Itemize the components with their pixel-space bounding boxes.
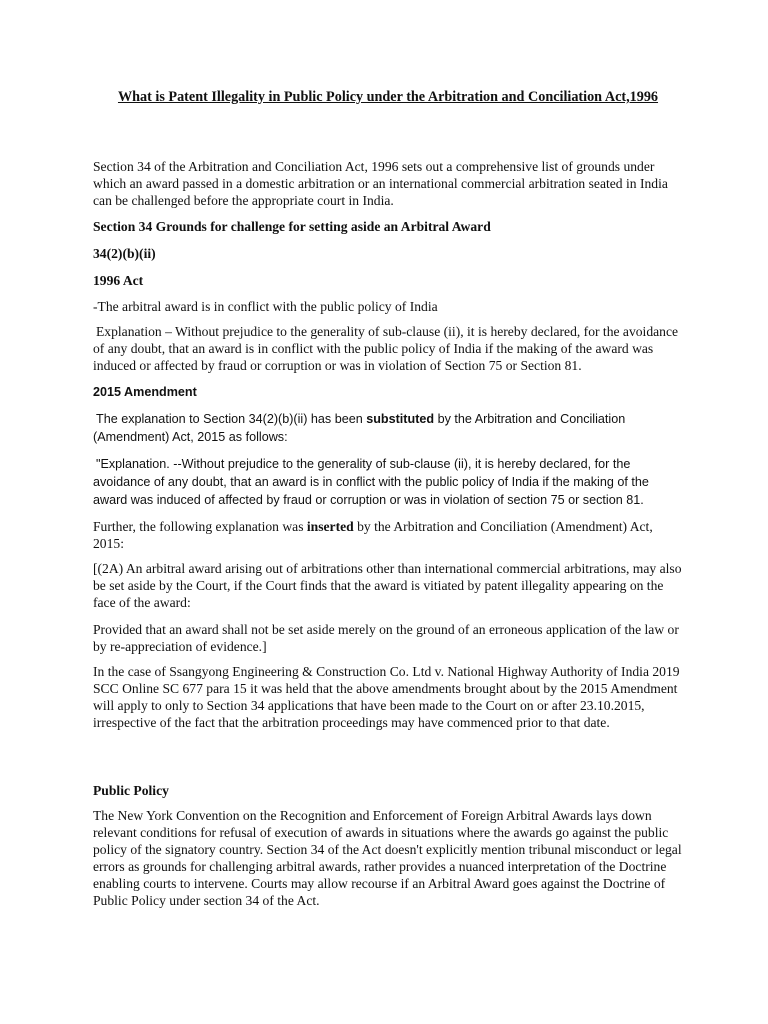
- further-emphasis: inserted: [306, 519, 354, 534]
- heading-2015-amendment: 2015 Amendment: [93, 385, 197, 399]
- clause-2a: [(2A) An arbitral award arising out of arbitrations other than international commercial arbitrations, may also be set aside by the Court, if the Court finds that the award is vitiated by patent illegality appearing on the face of the award:: [93, 561, 682, 610]
- heading-section: 34(2)(b)(ii): [93, 246, 156, 261]
- amendment-paragraph: [93, 410, 683, 446]
- further-text-end: by the Arbitration and Conciliation (Amendment) Act, 2015:: [93, 519, 653, 551]
- explanation-1996: Explanation – Without prejudice to the generality of sub-clause (ii), it is hereby declared, for the avoidance of any doubt, that an award is in conflict with the public policy of India if the making of the award was induced or affected by fraud or corruption or was in violation of Section 75 or Section 81.: [93, 324, 679, 373]
- amendment-text-start: The explanation to Section 34(2)(b)(ii) has been: [96, 412, 367, 426]
- heading-1996-act: 1996 Act: [93, 273, 144, 288]
- amendment-text-end: by the Arbitration and Conciliation (Amendment) Act, 2015 as follows:: [93, 412, 626, 444]
- heading-grounds: Section 34 Grounds for challenge for setting aside an Arbitral Award: [93, 219, 491, 234]
- further-text-start: Further, the following explanation was: [93, 519, 307, 534]
- document-title: What is Patent Illegality in Public Policy under the Arbitration and Conciliation Act,1996: [117, 89, 659, 105]
- case-paragraph: In the case of Ssangyong Engineering & Construction Co. Ltd v. National Highway Authority of India 2019 SCC Online SC 677 para 15 it was held that the above amendments brought about by the 2015 Amendment will apply to only to Section 34 applications that have been made to the Court on or after 23.10.2015, irrespective of the fact that the arbitration proceedings may have commenced prior to that date.: [93, 664, 680, 730]
- further-paragraph: [93, 518, 683, 552]
- public-policy-paragraph: The New York Convention on the Recognition and Enforcement of Foreign Arbitral Awards lays down relevant conditions for refusal of execution of awards in situations where the awards go against the public policy of the signatory country. Section 34 of the Act doesn't explicitly mention tribunal misconduct or legal errors as grounds for challenging arbitral awards, rather provides a nuanced interpretation of the Doctrine enabling courts to intervene. Courts may allow recourse if an Arbitral Award goes against the Doctrine of Public Policy under section 34 of the Act.: [93, 808, 682, 908]
- intro-paragraph: Section 34 of the Arbitration and Conciliation Act, 1996 sets out a comprehensive list of grounds under which an award passed in a domestic arbitration or an international commercial arbitration seated in India can be challenged before the appropriate court in India.: [93, 159, 668, 208]
- explanation-2015: "Explanation. --Without prejudice to the generality of sub-clause (ii), it is hereby declared, for the avoidance of any doubt, that an award is in conflict with the public policy of India if the making of the award was induced of affected by fraud or corruption or was in violation of section 75 or section 81.: [93, 457, 649, 507]
- clause-1996: -The arbitral award is in conflict with the public policy of India: [93, 299, 438, 314]
- heading-public-policy: Public Policy: [93, 783, 169, 798]
- amendment-emphasis: substituted: [366, 412, 435, 426]
- proviso-paragraph: Provided that an award shall not be set aside merely on the ground of an erroneous application of the law or by re-appreciation of evidence.]: [93, 622, 679, 654]
